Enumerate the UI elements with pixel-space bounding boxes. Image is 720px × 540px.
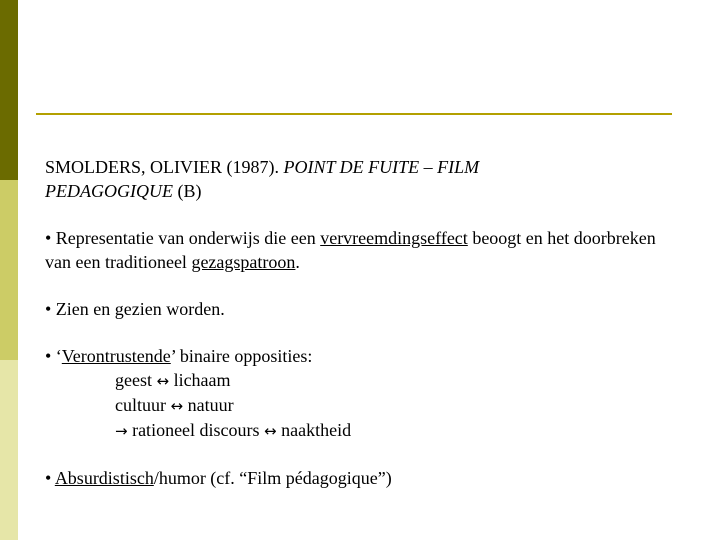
bullet-text: • — [45, 468, 55, 488]
bullet-text: beoogt en het doorbreken van een traditioneel — [45, 228, 656, 272]
bullet-text: /humor (cf. “Film pédagogique”) — [153, 468, 392, 488]
underlined-term: Absurdistisch — [54, 468, 154, 488]
pair-right: naaktheid — [276, 420, 352, 440]
underlined-term: vervreemdingseffect — [320, 228, 468, 248]
right-arrow-icon: → — [115, 422, 128, 440]
opposition-pair-2 — [45, 393, 685, 418]
left-right-arrow-icon: ↔ — [156, 372, 170, 390]
underlined-term: Verontrustende — [61, 346, 171, 366]
left-right-arrow-icon: ↔ — [264, 422, 277, 440]
title-work-line2: PEDAGOGIQUE — [45, 181, 173, 201]
title-suffix: (B) — [172, 181, 202, 201]
opposition-pair-3 — [45, 418, 685, 443]
sidebar-segment-bottom — [0, 360, 18, 540]
bullet-opposities — [45, 344, 685, 443]
left-right-arrow-icon: ↔ — [170, 397, 184, 415]
opposition-pair-1 — [45, 368, 685, 393]
bullet-text: . — [295, 252, 300, 272]
pair-left: rationeel discours — [127, 420, 265, 440]
bullet-opposities-heading — [45, 344, 685, 368]
title-divider — [36, 113, 672, 115]
slide-title — [45, 155, 685, 203]
slide-content — [45, 155, 685, 513]
title-work-line1: POINT DE FUITE – FILM — [283, 157, 480, 177]
pair-left: geest — [115, 370, 157, 390]
underlined-term: gezagspatroon — [191, 252, 296, 272]
bullet-text: • ‘ — [45, 346, 62, 366]
sidebar-segment-top — [0, 0, 18, 180]
bullet-text: • Representatie van onderwijs die een — [45, 228, 321, 248]
bullet-zien: • Zien en gezien worden. — [45, 299, 225, 319]
bullet-absurdistisch — [45, 466, 685, 490]
pair-right: lichaam — [169, 370, 231, 390]
title-author: SMOLDERS, OLIVIER (1987). — [45, 157, 284, 177]
pair-left: cultuur — [115, 395, 171, 415]
sidebar-decoration — [0, 0, 18, 540]
bullet-text: ’ binaire opposities: — [170, 346, 313, 366]
pair-right: natuur — [183, 395, 234, 415]
sidebar-segment-middle — [0, 180, 18, 360]
bullet-representatie — [45, 226, 685, 274]
